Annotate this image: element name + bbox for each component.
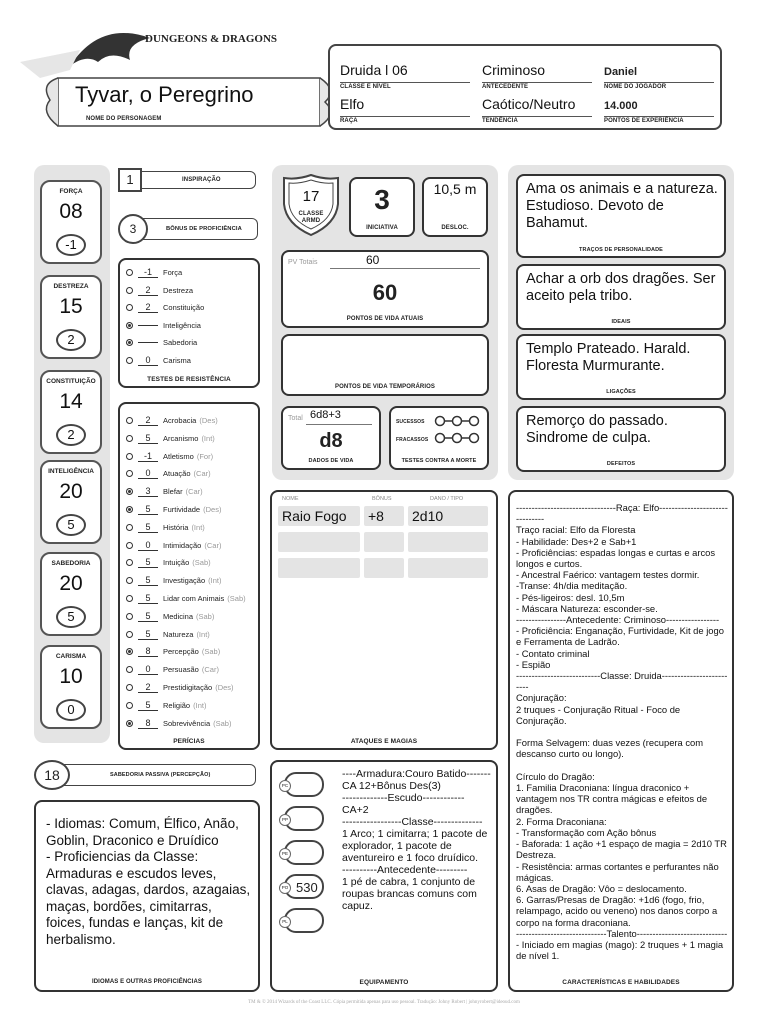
skill-row (126, 430, 215, 447)
speed-label: DESLOC. (441, 225, 469, 231)
attack-header-bonus: BÔNUS (372, 496, 392, 502)
skill-name: História (163, 522, 189, 532)
coin-label: PL (279, 916, 291, 928)
ability-modifier[interactable]: 5 (56, 514, 86, 536)
skill-value[interactable]: -1 (138, 451, 158, 462)
saving-throw-name: Carisma (163, 355, 191, 365)
skill-value[interactable]: 5 (138, 522, 158, 533)
player-name-label: NOME DO JOGADOR (604, 82, 714, 90)
attacks-label: ATAQUES E MAGIAS (350, 738, 418, 745)
hp-max-label: PV Totais (288, 259, 318, 266)
skill-row (126, 465, 211, 482)
skill-attribute: (Sab) (192, 558, 211, 568)
proficiency-dot[interactable] (126, 648, 133, 655)
skills-title: PERÍCIAS (173, 738, 205, 745)
coin-label: PO (279, 882, 291, 894)
player-name[interactable]: Daniel (604, 66, 638, 78)
skill-row (126, 679, 234, 696)
alignment-label: TENDÊNCIA (482, 116, 592, 124)
class-level-label: CLASSE E NÍVEL (340, 82, 470, 90)
skill-attribute: (Sab) (227, 594, 246, 603)
skill-name: Intimidação (163, 540, 202, 550)
inspiration-label: INSPIRAÇÃO (182, 177, 221, 183)
ability-name: SABEDORIA (51, 560, 91, 567)
trait-box-3 (516, 406, 726, 472)
proficiency-dot[interactable] (126, 269, 133, 276)
speed-value[interactable]: 10,5 m (433, 181, 477, 197)
proficiency-dot[interactable] (126, 613, 133, 620)
background-value[interactable]: Criminoso (482, 62, 546, 78)
skill-value[interactable]: 5 (138, 504, 158, 515)
initiative-label: INICIATIVA (366, 225, 398, 231)
skill-row (126, 590, 246, 607)
attack-damage-cell[interactable]: 2d10 (408, 506, 488, 526)
temp-hp-label: PONTOS DE VIDA TEMPORÁRIOS (335, 384, 435, 390)
trait-label: IDEAIS (611, 319, 631, 325)
skill-value[interactable]: 3 (138, 486, 158, 497)
attacks-box (270, 490, 498, 750)
features-label: CARACTERÍSTICAS E HABILIDADES (562, 979, 680, 986)
ability-modifier[interactable]: 2 (56, 329, 86, 351)
hit-dice-label: DADOS DE VIDA (308, 458, 354, 464)
saving-throw-value[interactable]: 2 (138, 302, 158, 313)
race-value[interactable]: Elfo (340, 96, 365, 112)
skill-attribute: (Des) (215, 683, 234, 692)
skill-attribute: (Int) (196, 629, 210, 639)
skill-name: Furtividade (163, 505, 201, 514)
death-saves-label: TESTES CONTRA A MORTE (401, 458, 477, 464)
skill-value[interactable]: 5 (138, 575, 158, 586)
proficiency-dot[interactable] (126, 702, 133, 709)
ability-score[interactable]: 14 (59, 390, 83, 413)
attack-bonus-cell[interactable] (364, 558, 404, 578)
skill-name: Persuasão (163, 665, 199, 675)
attack-bonus-cell[interactable]: +8 (364, 506, 404, 526)
attack-damage-cell[interactable] (408, 532, 488, 552)
saving-throw-name: Destreza (163, 285, 194, 295)
passive-perception-label: SABEDORIA PASSIVA (PERCEPÇÃO) (110, 772, 211, 778)
armor-class-shield-icon (280, 172, 342, 238)
passive-perception-value[interactable]: 18 (34, 760, 70, 790)
saving-throw-row (126, 299, 204, 316)
character-name[interactable]: Tyvar, o Peregrino (75, 82, 254, 107)
proficiency-dot[interactable] (126, 684, 133, 691)
proficiency-label: BÔNUS DE PROFICIÊNCIA (166, 226, 242, 232)
trait-label: TRAÇOS DE PERSONALIDADE (579, 247, 663, 253)
skill-attribute: (Int) (193, 700, 207, 710)
proficiency-dot[interactable] (126, 720, 133, 727)
saving-throw-row (126, 352, 191, 369)
saving-throw-row (126, 317, 201, 334)
skill-row (126, 412, 218, 429)
xp-label: PONTOS DE EXPERIÊNCIA (604, 116, 714, 124)
armor-class-label: CLASSE ARMD (298, 211, 324, 224)
trait-label: DEFEITOS (606, 461, 636, 467)
saving-throw-value[interactable]: 2 (138, 285, 158, 296)
ability-box-0 (40, 180, 102, 264)
trait-box-2 (516, 334, 726, 400)
saving-throw-row (126, 334, 197, 351)
proficiency-dot[interactable] (126, 506, 133, 513)
proficiency-dot[interactable] (126, 287, 133, 294)
coin-pl-box[interactable] (284, 908, 324, 933)
saving-throw-value[interactable] (138, 325, 158, 326)
skill-row (126, 608, 214, 625)
skill-attribute: (Car) (185, 487, 203, 497)
proficiency-dot[interactable] (126, 357, 133, 364)
ability-name: DESTREZA (53, 283, 89, 290)
skill-row (126, 661, 219, 678)
saving-throw-value[interactable]: -1 (138, 267, 158, 278)
trait-label: LIGAÇÕES (606, 389, 636, 395)
skill-attribute: (Des) (199, 416, 218, 425)
attack-header-damage: DANO / TIPO (430, 496, 464, 502)
skill-attribute: (Des) (203, 505, 222, 514)
armor-class-value[interactable]: 17 (302, 188, 320, 205)
coin-label: PC (279, 780, 291, 792)
skill-value[interactable]: 2 (138, 682, 158, 693)
skill-row (126, 519, 205, 536)
xp-value[interactable]: 14.000 (604, 100, 638, 112)
skill-value[interactable]: 5 (138, 700, 158, 711)
coin-pe-box[interactable] (281, 840, 324, 865)
proficiency-dot[interactable] (126, 322, 133, 329)
skill-name: Lidar com Animais (163, 594, 225, 603)
race-label: RAÇA (340, 116, 470, 124)
skill-attribute: (Int) (208, 576, 222, 586)
proficiency-dot[interactable] (126, 559, 133, 566)
ability-box-4 (40, 552, 102, 636)
saving-throw-value[interactable] (138, 342, 158, 343)
proficiency-value[interactable]: 3 (118, 214, 148, 244)
ability-score[interactable]: 20 (59, 480, 83, 503)
skill-row (126, 626, 210, 643)
skill-name: Sobrevivência (163, 718, 211, 728)
inspiration-value[interactable]: 1 (118, 168, 142, 192)
skill-value[interactable]: 5 (138, 611, 158, 622)
background-label: ANTECEDENTE (482, 82, 592, 90)
skill-attribute: (Int) (201, 433, 215, 443)
initiative-value[interactable]: 3 (374, 184, 390, 215)
skill-attribute: (Car) (193, 469, 211, 479)
trait-box-1 (516, 264, 726, 330)
ability-modifier[interactable]: 5 (56, 606, 86, 628)
skill-name: Acrobacia (163, 416, 197, 425)
coin-label: PP (279, 814, 291, 826)
alignment-value[interactable]: Caótico/Neutro (482, 96, 576, 112)
ability-modifier[interactable]: -1 (56, 234, 86, 256)
skill-name: Arcanismo (163, 433, 199, 443)
skill-value[interactable]: 0 (138, 540, 158, 551)
ability-box-1 (40, 275, 102, 359)
trait-text[interactable]: Templo Prateado. Harald. Floresta Murmurante. (526, 341, 691, 374)
coin-label: PE (279, 848, 291, 860)
trait-text[interactable]: Ama os animais e a natureza. Estudioso. Devoto de Bahamut. (526, 181, 718, 231)
proficiency-dot[interactable] (126, 470, 133, 477)
hit-dice-value[interactable]: d8 (319, 430, 343, 452)
skill-attribute: (Car) (201, 665, 219, 675)
skill-name: Percepção (163, 647, 199, 657)
ability-score[interactable]: 08 (59, 200, 83, 223)
trait-box-0 (516, 174, 726, 258)
ability-name: FORÇA (59, 188, 83, 195)
proficiency-dot[interactable] (126, 488, 133, 495)
proficiency-dot[interactable] (126, 666, 133, 673)
features-text[interactable]: --------------------------------Raça: Elfo------------------------------- Traço racial: Elfo da Floresta - Habilidade: Des+2 e Sab+1 - Proficiências: espadas longas e curtas e arcos longos e curtos. - Ancestral Faérico: vantagem testes dormir. -Transe: 4h/dia meditação. - Pés-ligeiros: desl. 10,5m - Máscara Natureza: esconder-se. ----------------Antecedente: Criminoso----------------- - Proficiência: Enganação, Furtividade, Kit de jogo e Ferramenta de Ladrão. - Contato criminal - Espião ---------------------------Classe: Druida------------------------- Conjuração: 2 truques - Conjuração Ritual - Foco de Conjuração. Forma Selvagem: duas vezes (recupera com descanso curto ou longo). Círculo do Dragão: 1. Familia Draconiana: língua draconico + vantagem nos TR contra mágicas e efeitos de dragões. 2. Forma Draconiana: - Transformação com Ação bônus - Baforada: 1 ação +1 espaço de magia = 2d10 TR Destreza. - Resistência: armas cortantes e perfurantes não mágicas. 6. Asas de Dragão: Vôo = deslocamento. 6. Garras/Presas de Dragão: +1d6 (fogo, frio, relampago, acido ou veneno) nos danos corpo a corpo na forma draconiana. -----------------------------Talento----------------------------- - Iniciado em magias (mago): 2 truques + 1 magia de nível 1. (516, 502, 728, 962)
trait-text[interactable]: Remorço do passado. Sindrome de culpa. (526, 413, 668, 446)
skill-row (126, 448, 213, 465)
saving-throws-title: TESTES DE RESISTÊNCIA (147, 376, 231, 383)
attack-header-name: NOME (282, 496, 299, 502)
skill-value[interactable]: 0 (138, 468, 158, 479)
skill-value[interactable]: 5 (138, 629, 158, 640)
saving-throw-row (126, 282, 193, 299)
skill-row (126, 537, 221, 554)
skill-row (126, 643, 220, 660)
proficiency-dot[interactable] (126, 304, 133, 311)
skill-value[interactable]: 5 (138, 593, 158, 604)
coin-pp-box[interactable] (281, 806, 324, 831)
skill-name: Prestidigitação (163, 683, 213, 692)
skill-attribute: (Sab) (196, 611, 215, 621)
skill-row (126, 715, 231, 732)
skill-attribute: (For) (196, 451, 214, 461)
skill-row (126, 572, 221, 589)
skill-name: Atuação (163, 469, 191, 479)
proficiency-dot[interactable] (126, 339, 133, 346)
death-success-label: SUCESSOS (396, 419, 425, 425)
attack-name-cell[interactable] (278, 532, 360, 552)
skill-value[interactable]: 5 (138, 433, 158, 444)
skill-attribute: (Car) (204, 540, 222, 550)
saving-throw-name: Constituição (163, 303, 205, 312)
skill-attribute: (Sab) (213, 718, 232, 728)
ability-score[interactable]: 10 (59, 665, 83, 688)
saving-throw-name: Inteligência (163, 320, 201, 330)
skill-name: Atletismo (163, 451, 194, 461)
dragon-logo-icon (70, 33, 150, 66)
coin-pc-box[interactable] (281, 772, 324, 797)
equipment-label: EQUIPAMENTO (359, 979, 409, 986)
skill-name: Medicina (163, 611, 194, 621)
skill-name: Blefar (163, 487, 183, 497)
proficiency-dot[interactable] (126, 577, 133, 584)
ability-box-5 (40, 645, 102, 729)
proficiency-dot[interactable] (126, 631, 133, 638)
skill-attribute: (Sab) (201, 647, 221, 657)
attack-damage-cell[interactable] (408, 558, 488, 578)
skill-row (126, 483, 203, 500)
ability-score[interactable]: 20 (59, 572, 83, 595)
attack-name-cell[interactable]: Raio Fogo (278, 506, 360, 526)
proficiency-dot[interactable] (126, 595, 133, 602)
proficiency-dot[interactable] (126, 435, 133, 442)
skill-value[interactable]: 0 (138, 664, 158, 675)
skill-value[interactable]: 8 (138, 718, 158, 729)
skill-value[interactable]: 2 (138, 415, 158, 426)
attack-bonus-cell[interactable] (364, 532, 404, 552)
skill-value[interactable]: 8 (138, 646, 158, 657)
skill-row (126, 697, 206, 714)
hit-dice-total-label: Total (288, 415, 303, 422)
footer-copyright: TM & © 2014 Wizards of the Coast LLC. Cópia permitida apenas para uso pessoal. Tradução: Johny Robert | johnyrobert@ideoud.com (248, 1000, 520, 1005)
saving-throw-row (126, 264, 182, 281)
attack-name-cell[interactable] (278, 558, 360, 578)
proficiency-dot[interactable] (126, 542, 133, 549)
ability-name: INTELIGÊNCIA (48, 468, 94, 475)
ability-name: CONSTITUIÇÃO (46, 378, 96, 385)
proficiency-dot[interactable] (126, 453, 133, 460)
ability-modifier[interactable]: 0 (56, 699, 86, 721)
saving-throw-name: Força (163, 268, 183, 277)
death-fail-label: FRACASSOS (396, 437, 429, 443)
saving-throw-name: Sabedoria (163, 338, 198, 347)
saving-throw-value[interactable]: 0 (138, 355, 158, 366)
skill-attribute: (Int) (191, 522, 205, 532)
skill-name: Religião (163, 700, 191, 710)
skill-value[interactable]: 5 (138, 557, 158, 568)
ability-score[interactable]: 15 (59, 295, 83, 318)
languages-label: IDIOMAS E OUTRAS PROFICIÊNCIAS (91, 979, 202, 985)
proficiency-dot[interactable] (126, 524, 133, 531)
skill-row (126, 501, 221, 518)
trait-text[interactable]: Achar a orb dos dragões. Ser aceito pela tribo. (526, 271, 716, 304)
class-level[interactable]: Druida l 06 (340, 62, 408, 78)
equipment-text[interactable]: ----Armadura:Couro Batido------- CA 12+Bônus Des(3) -------------Escudo------------ CA+2 -----------------Classe-------------- 1 Arco; 1 cimitarra; 1 pacote de explorador, 1 pacote de aventureiro e 1 foco druídico. ----------Antecedente--------- 1 pé de cabra, 1 conjunto de roupas brancas comuns com capuz. (342, 768, 491, 912)
languages-text[interactable]: - Idiomas: Comum, Élfico, Anão, Goblin, Draconico e Druídico - Proficiencias da Classe: Armaduras e escudos leves, clavas, adagas, dardos, azagaias, maças, bordões, cimitarras, foices, fundas e lanças, kit de herbalismo. (46, 816, 251, 947)
hp-current-value[interactable]: 60 (372, 280, 398, 305)
skill-name: Intuição (163, 558, 190, 568)
hit-dice-total-value[interactable]: 6d8+3 (310, 409, 341, 421)
proficiency-dot[interactable] (126, 417, 133, 424)
logo-text: DUNGEONS & DRAGONS (145, 33, 278, 45)
ability-box-3 (40, 460, 102, 544)
skill-row (126, 554, 211, 571)
skill-name: Investigação (163, 576, 206, 586)
coin-gold-value[interactable]: 530 (296, 880, 318, 895)
hp-max-value[interactable]: 60 (366, 253, 380, 267)
character-name-label: NOME DO PERSONAGEM (86, 116, 162, 122)
ability-name: CARISMA (55, 653, 87, 660)
ability-box-2 (40, 370, 102, 454)
ability-modifier[interactable]: 2 (56, 424, 86, 446)
hp-current-label: PONTOS DE VIDA ATUAIS (346, 316, 424, 322)
death-save-circles[interactable] (434, 414, 480, 444)
skill-name: Natureza (163, 629, 194, 639)
